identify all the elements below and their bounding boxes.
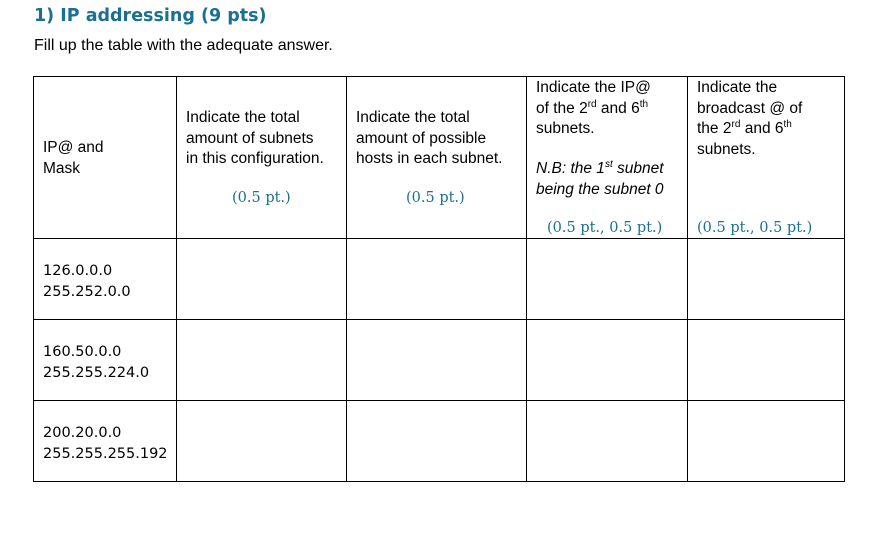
ip-addressing-table [33,76,845,482]
subnet-numbering-note: N.B: the 1st subnet being the subnet 0 [536,158,664,198]
ip-address: 160.50.0.0 [43,344,122,360]
header-subnet-count [177,77,347,239]
row-ip-mask-label [43,342,149,383]
answer-cell-subnet-ip[interactable] [527,320,688,401]
table-header-row [34,77,845,239]
answer-cell-host-count[interactable] [347,401,527,482]
header-host-count-label: Indicate the total amount of possible hosts in each subnet. [356,109,503,167]
table-row [34,401,845,482]
subnet-mask: 255.252.0.0 [43,283,131,300]
ip-mask-cell [34,239,177,320]
section-title: 1) IP addressing (9 pts) [34,6,267,26]
answer-cell-host-count[interactable] [347,239,527,320]
table-row [34,320,845,401]
answer-cell-subnet-count[interactable] [177,401,347,482]
instruction-text: Fill up the table with the adequate answer. [34,37,333,54]
header-ip-mask [34,77,177,239]
ip-address: 126.0.0.0 [43,263,113,279]
points-broadcast: (0.5 pt., 0.5 pt.) [697,220,813,236]
answer-cell-subnet-ip[interactable] [527,401,688,482]
row-ip-mask-label [43,423,168,464]
answer-cell-broadcast[interactable] [688,401,845,482]
header-subnet-ip [527,77,688,239]
header-host-count [347,77,527,239]
header-broadcast-label: Indicate the broadcast @ of the 2rd and 6th subnets. [697,79,803,158]
points-subnet-count: (0.5 pt.) [232,190,291,206]
points-host-count: (0.5 pt.) [406,190,465,206]
answer-cell-broadcast[interactable] [688,320,845,401]
answer-cell-subnet-count[interactable] [177,320,347,401]
answer-cell-subnet-ip[interactable] [527,239,688,320]
subnet-mask: 255.255.224.0 [43,364,150,381]
answer-cell-broadcast[interactable] [688,239,845,320]
row-ip-mask-label [43,261,131,302]
ip-address: 200.20.0.0 [43,425,122,441]
ip-mask-cell [34,401,177,482]
answer-cell-subnet-count[interactable] [177,239,347,320]
ip-mask-cell [34,320,177,401]
subnet-mask: 255.255.255.192 [43,445,168,462]
header-subnet-count-label: Indicate the total amount of subnets in this configuration. [186,109,324,167]
table-row [34,239,845,320]
header-ip-mask-label: IP@ and Mask [43,139,104,177]
answer-cell-host-count[interactable] [347,320,527,401]
header-broadcast [688,77,845,239]
header-subnet-ip-label: Indicate the IP@ of the 2rd and 6th subnets. [536,79,651,137]
points-subnet-ip: (0.5 pt., 0.5 pt.) [547,220,663,236]
